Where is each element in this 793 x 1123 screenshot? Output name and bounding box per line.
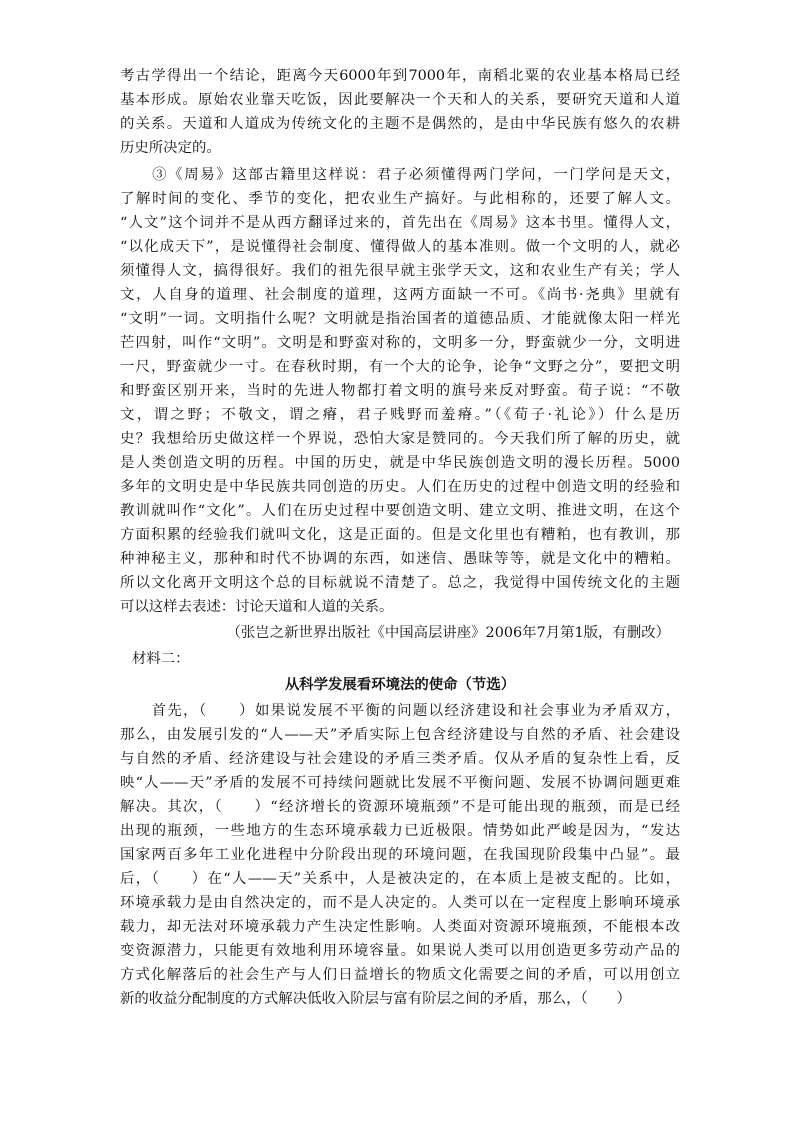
text-line: 史？我想给历史做这样一个界说，恐怕大家是赞同的。今天我们所了解的历史，就 bbox=[120, 431, 680, 447]
paragraph-agriculture bbox=[120, 64, 680, 160]
document-body bbox=[120, 64, 680, 1011]
text-line: 种神秘主义，那种和时代不协调的东西，如迷信、愚昧等等，就是文化中的糟粕。 bbox=[120, 551, 680, 567]
text-line: 可以这样去表述：讨论天道和人道的关系。 bbox=[120, 599, 394, 615]
text-line: 方面积累的经验我们就叫文化，这是正面的。但是文化里也有糟粕，也有教训，那 bbox=[120, 527, 680, 543]
text-line: 基本形成。原始农业靠天吃饭，因此要解决一个天和人的关系，要研究天道和人道 bbox=[120, 92, 680, 108]
paragraph-environment-law bbox=[120, 699, 680, 1011]
text-line: ③《周易》这部古籍里这样说：君子必须懂得两门学问，一门学问是天文， bbox=[120, 167, 680, 183]
text-line: 新的收益分配制度的方式解决低收入阶层与富有阶层之间的矛盾，那么，（ ） bbox=[120, 991, 631, 1007]
material-two-title: 从科学发展看环境法的使命（节选） bbox=[284, 676, 516, 693]
text-line: 了解时间的变化、季节的变化，把农业生产搞好。与此相称的，还要了解人文。 bbox=[120, 191, 680, 207]
text-line: 是人类创造文明的历程。中国的历史，就是中华民族创造文明的漫长历程。5000 bbox=[120, 455, 680, 471]
text-line: 历史所决定的。 bbox=[120, 140, 221, 156]
text-line: 解决。其次，（ ）“经济增长的资源环境瓶颈”不是可能出现的瓶颈，而是已经 bbox=[120, 799, 680, 815]
text-line: 考古学得出一个结论，距离今天6000年到7000年，南稻北粟的农业基本格局已经 bbox=[120, 68, 680, 84]
text-line: 文，人自身的道理、社会制度的道理，这两方面缺一不可。《尚书·尧典》里就有 bbox=[120, 287, 680, 303]
material-two-label: 材料二： bbox=[132, 651, 190, 667]
text-line: 所以文化离开文明这个总的目标就说不清楚了。总之，我觉得中国传统文化的主题 bbox=[120, 575, 680, 591]
text-line: 那么，由发展引发的“人——天”矛盾实际上包含经济建设与自然的矛盾、社会建设 bbox=[120, 727, 680, 743]
source-citation: （张岂之新世界出版社《中国高层讲座》2006年7月第1版，有删改） bbox=[226, 625, 670, 641]
text-line: 载力，却无法对环境承载力产生决定性影响。人类面对资源环境瓶颈，不能根本改 bbox=[120, 919, 680, 935]
text-line: “以化成天下”，是说懂得社会制度、懂得做人的基本准则。做一个文明的人，就必 bbox=[120, 239, 680, 255]
text-line: 映“人——天”矛盾的发展不可持续问题就比发展不平衡问题、发展不协调问题更难 bbox=[120, 775, 680, 791]
text-line: 教训就叫作“文化”。人们在历史过程中要创造文明、建立文明、推进文明，在这个 bbox=[120, 503, 680, 519]
text-line: 国家两百多年工业化进程中分阶段出现的环境问题，在我国现阶段集中凸显”。最 bbox=[120, 847, 680, 863]
text-line: 须懂得人文，搞得很好。我们的祖先很早就主张学天文，这和农业生产有关；学人 bbox=[120, 263, 680, 279]
text-line: 与自然的矛盾、经济建设与社会建设的矛盾三类矛盾。仅从矛盾的复杂性上看，反 bbox=[120, 751, 680, 767]
text-line: 文，谓之野；不敬文，谓之瘠，君子贱野而羞瘠。”（《荀子·礼论》）什么是历 bbox=[120, 407, 680, 423]
paragraph-zhouyi bbox=[120, 163, 680, 619]
text-line: 出现的瓶颈，一些地方的生态环境承载力已近极限。情势如此严峻是因为，“发达 bbox=[120, 823, 680, 839]
text-line: “人文”这个词并不是从西方翻译过来的，首先出在《周易》这本书里。懂得人文， bbox=[120, 215, 680, 231]
text-line: 变资源潜力，只能更有效地利用环境容量。如果说人类可以用创造更多劳动产品的 bbox=[120, 943, 680, 959]
text-line: 后，（ ）在“人——天”关系中，人是被决定的，在本质上是被支配的。比如， bbox=[120, 871, 680, 887]
text-line: 一尺，野蛮就少一寸。在春秋时期，有一个大的论争，论争“文野之分”，要把文明 bbox=[120, 359, 680, 375]
text-line: 和野蛮区别开来，当时的先进人物都打着文明的旗号来反对野蛮。荀子说：“不敬 bbox=[120, 383, 680, 399]
text-line: 方式化解落后的社会生产与人们日益增长的物质文化需要之间的矛盾，可以用创立 bbox=[120, 967, 680, 983]
text-line: 芒四射，叫作“文明”。文明是和野蛮对称的，文明多一分，野蛮就少一分，文明进 bbox=[120, 335, 680, 351]
text-line: 的关系。天道和人道成为传统文化的主题不是偶然的，是由中华民族有悠久的农耕 bbox=[120, 116, 680, 132]
text-line: 首先，（ ）如果说发展不平衡的问题以经济建设和社会事业为矛盾双方， bbox=[120, 703, 680, 719]
text-line: 多年的文明史是中华民族共同创造的历史。人们在历史的过程中创造文明的经验和 bbox=[120, 479, 680, 495]
text-line: 环境承载力是由自然决定的，而不是人决定的。人类可以在一定程度上影响环境承 bbox=[120, 895, 680, 911]
text-line: “文明”一词。文明指什么呢？文明就是指治国者的道德品质、才能就像太阳一样光 bbox=[120, 311, 680, 327]
